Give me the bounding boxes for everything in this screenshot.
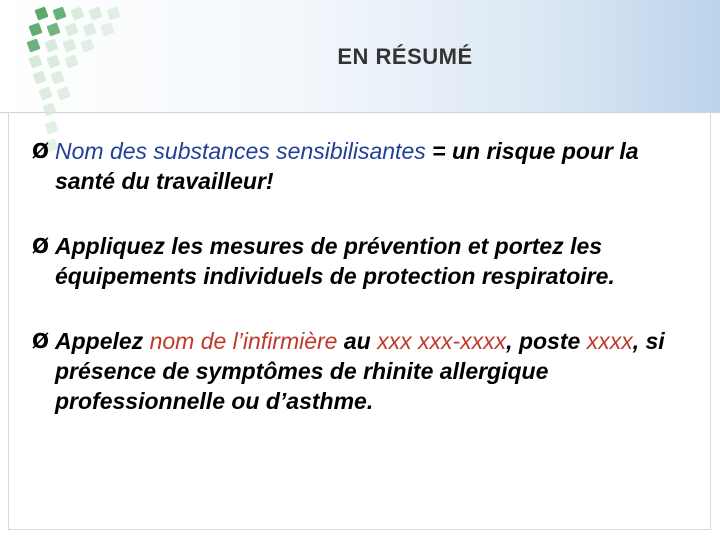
logo-square: [106, 6, 120, 20]
nurse-name: nom de l’infirmière: [149, 328, 338, 354]
bullet-text: , si présence de symptômes de rhinite allergique professionnelle ou d’asthme.: [55, 328, 665, 414]
logo-square: [44, 38, 58, 52]
bullet-text: Appelez: [55, 328, 150, 354]
logo-square: [100, 22, 114, 36]
logo-square: [34, 6, 48, 20]
logo-square: [26, 38, 40, 52]
slide-title: EN RÉSUMÉ: [337, 44, 473, 69]
logo-square: [50, 70, 64, 84]
bullet-arrow-icon: Ø: [32, 139, 50, 163]
bullet-text: au: [337, 328, 378, 354]
phone-number: xxx xxx-xxxx: [377, 328, 507, 354]
bullet-text: = un risque pour la santé du travailleur!: [55, 138, 639, 194]
bullet-list: [32, 136, 692, 416]
logo-square: [28, 54, 42, 68]
logo-square: [88, 6, 102, 20]
logo-square: [46, 22, 60, 36]
substance-names: Nom des substances sensibilisantes: [55, 138, 426, 164]
logo-square: [52, 6, 66, 20]
logo-square: [56, 86, 70, 100]
bullet-arrow-icon: Ø: [32, 234, 50, 258]
bullet-text: Appliquez les mesures de prévention et portez les équipements individuels de protection respiratoire.: [55, 233, 615, 289]
bullet-item-prevention: [32, 231, 692, 291]
logo-square: [82, 22, 96, 36]
bullet-item-contact: [32, 326, 692, 416]
logo-square: [38, 86, 52, 100]
logo-square: [70, 6, 84, 20]
bullet-arrow-icon: Ø: [32, 329, 50, 353]
logo-square: [62, 38, 76, 52]
logo-square: [64, 22, 78, 36]
logo-square: [44, 120, 58, 134]
logo-square: [32, 70, 46, 84]
logo-square: [42, 102, 56, 116]
bullet-item-risk: [32, 136, 692, 196]
bullet-text: , poste: [506, 328, 587, 354]
logo-square: [64, 54, 78, 68]
logo-square: [28, 22, 42, 36]
logo-square: [80, 38, 94, 52]
phone-extension: xxxx: [586, 328, 633, 354]
logo-square: [46, 54, 60, 68]
